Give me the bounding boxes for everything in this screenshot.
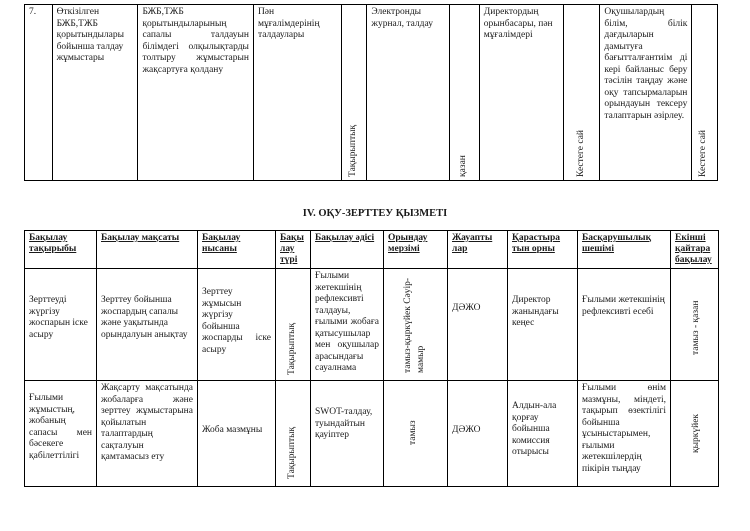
management-decision: Оқушылардың білім, білік дағдыларын дамытуға бағытталғантиім ді кері байланыс беру тәсілін таңдау және оқу тапсырмаларын орындауын тексеру талаптарын әзірлеу. — [600, 5, 692, 181]
header-recheck: Екінші қайтара бақылау — [671, 231, 719, 269]
header-decision: Басқарушылық шешімі — [578, 231, 671, 269]
row2-deadline-text: тамыз — [408, 420, 418, 445]
control-responsible: Директордың орынбасары, пән мұғалімдері — [479, 5, 563, 181]
row1-recheck — [671, 269, 719, 381]
header-deadline: Орындау мерзімі — [384, 231, 448, 269]
row1-object: Зерттеу жұмысын жүргізу бойынша жоспарды іске асыру — [198, 269, 276, 381]
row1-purpose: Зерттеу бойынша жоспардың сапалы және уақытында орындалуын анықтау — [97, 269, 198, 381]
row1-deadline — [384, 269, 448, 381]
control-place-text: Кестеге сай — [575, 129, 586, 177]
row2-recheck-text: қыркүйек — [691, 413, 701, 453]
header-topic: Бақылау тақырыбы — [25, 231, 97, 269]
row2-place: Алдын-ала қорғау бойынша комиссия отырысы — [508, 381, 578, 487]
control-object: Пән мұғалімдерінің талдаулары — [253, 5, 341, 181]
research-table — [24, 230, 719, 487]
row2-purpose: Жақсарту мақсатында жобаларға және зерттеу жұмыстарына қойылатын талаптардың сақталуын қамтамасыз ету — [97, 381, 198, 487]
row2-object: Жоба мазмұны — [198, 381, 276, 487]
header-type: Бақы лау түрі — [276, 231, 311, 269]
control-deadline-text: қазан — [458, 155, 469, 177]
row2-type — [276, 381, 311, 487]
row1-type — [276, 269, 311, 381]
row2-decision: Ғылыми өнім мазмұны, міндеті, тақырып өзектілігі бойынша ұсыныстарымен, ғылыми жетекшілердің пікірін тыңдау — [578, 381, 671, 487]
row2-recheck — [671, 381, 719, 487]
row2-topic: Ғылыми жұмыстың, жобаның сапасы мен бәсекеге қабілеттілігі — [25, 381, 97, 487]
row2-deadline — [384, 381, 448, 487]
row1-type-text: Тақырыптық — [287, 322, 297, 375]
row1-decision: Ғылыми жетекшінің рефлексивті есебі — [578, 269, 671, 381]
control-type-text: Тақырыптық — [347, 124, 358, 177]
row1-responsible: ДӘЖО — [448, 269, 508, 381]
row2-responsible: ДӘЖО — [448, 381, 508, 487]
header-responsible: Жауапты лар — [448, 231, 508, 269]
row-number: 7. — [25, 5, 53, 181]
header-purpose: Бақылау мақсаты — [97, 231, 198, 269]
header-method: Бақылау әдісі — [311, 231, 384, 269]
row1-method: Ғылыми жетекшінің рефлексивті талдауы, ғылыми жобаға қатысушылар мен оқушылар арасындағы сауалнама — [311, 269, 384, 381]
header-place: Қарастыра тын орны — [508, 231, 578, 269]
row1-recheck-text: тамыз - қазан — [691, 300, 701, 355]
header-object: Бақылау нысаны — [198, 231, 276, 269]
recheck — [692, 5, 718, 181]
table-row — [25, 269, 719, 381]
control-method: Электронды журнал, талдау — [367, 5, 450, 181]
row2-type-text: Тақырыптық — [287, 426, 297, 479]
control-purpose: БЖБ,ТЖБ қорытындыларының сапалы талдауын білімдегі олқылықтарды толтыру жұмыстарын жақсартуға қолдану — [138, 5, 254, 181]
row1-place: Директор жанындағы кеңес — [508, 269, 578, 381]
table-row — [25, 381, 719, 487]
control-topic: Өткізілген БЖБ,ТЖБ қорытындылары бойынша талдау жұмыстары — [52, 5, 138, 181]
row2-method: SWOT-талдау, туындайтын қауіптер — [311, 381, 384, 487]
top-table — [24, 4, 718, 181]
recheck-text: Кестеге сай — [698, 129, 709, 177]
row1-topic: Зерттеуді жүргізу жоспарын іске асыру — [25, 269, 97, 381]
control-place — [563, 5, 600, 181]
control-deadline — [450, 5, 480, 181]
control-type — [341, 5, 367, 181]
section-title: IV. ОҚУ-ЗЕРТТЕУ ҚЫЗМЕТІ — [302, 208, 448, 219]
row1-deadline-text: тамыз-қыркүйек Сәуір-мамыр — [403, 277, 426, 373]
